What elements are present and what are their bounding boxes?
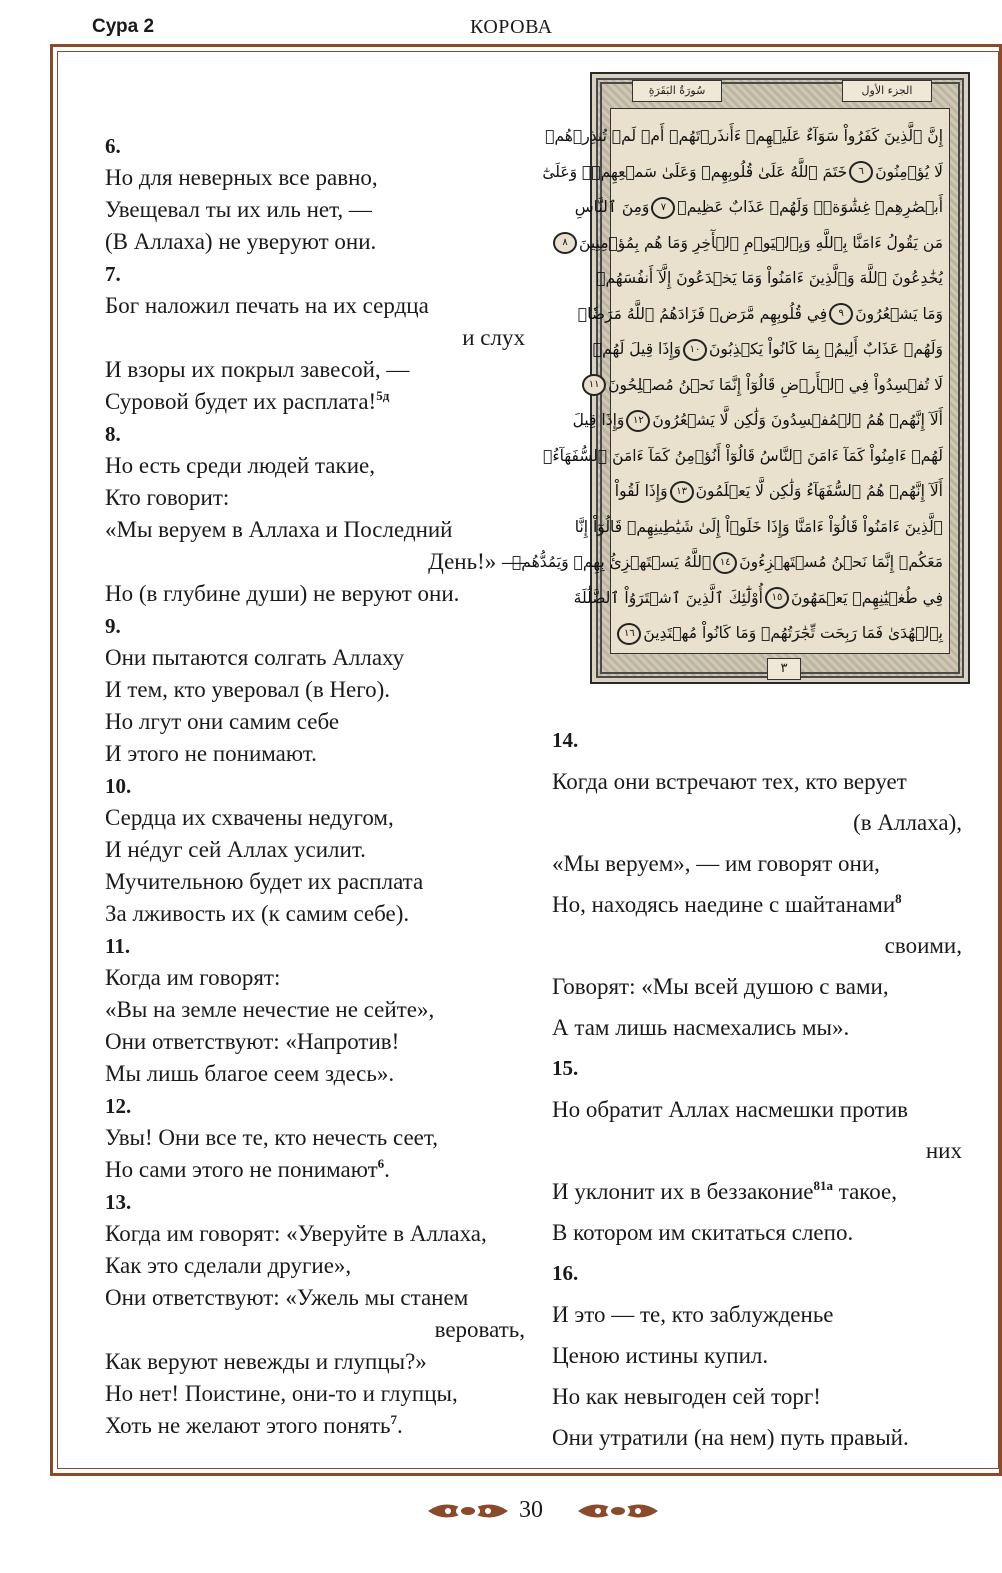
verse-line <box>552 925 962 966</box>
verse-line-text: И это — те, кто заблужденье <box>552 1302 834 1327</box>
verse-block <box>105 130 525 258</box>
verse-line <box>552 1335 962 1376</box>
verse-line-text: Но для неверных все равно, <box>105 165 378 190</box>
arabic-text: لَا يُؤۡمِنُونَ <box>875 162 943 181</box>
verse-line-text: Но нет! Поистине, они-то и глупцы, <box>105 1381 458 1406</box>
verse-line-text: Но как невыгоден сей торг! <box>552 1384 821 1409</box>
arabic-text-after: خَتَمَ ٱللَّهُ عَلَىٰ قُلُوبِهِمۡ وَعَلَىٰ سَمۡعِهِمۡۖ وَعَلَىٰٓ <box>542 162 848 181</box>
verse-block <box>552 1253 962 1458</box>
verse-line-text: и слух <box>462 325 525 350</box>
mushaf-page-image <box>512 72 970 684</box>
verse-line <box>552 1130 962 1171</box>
arabic-line <box>577 297 943 333</box>
verse-line-text: Они ответствуют: «Ужель мы станем <box>105 1285 469 1310</box>
surah-name: КОРОВА <box>470 16 553 38</box>
verse-number: 14. <box>552 728 579 752</box>
verse-line <box>105 450 525 482</box>
verse-line-text: Говорят: «Мы всей душою с вами, <box>552 974 889 999</box>
arabic-line <box>562 226 943 262</box>
verse-line-text: (В Аллаха) не уверуют они. <box>105 229 377 254</box>
verse-line <box>105 1378 525 1410</box>
verse-line-text: них <box>925 1138 962 1163</box>
ayah-number-marker: ٨ <box>553 232 577 254</box>
verse-line <box>105 1058 525 1090</box>
verse-line-text: Они ответствуют: «Напротив! <box>105 1029 400 1054</box>
verse-line-text-after: такое, <box>832 1179 898 1204</box>
arabic-text: بِٱلۡهُدَىٰ فَمَا رَبِحَت تِّجَٰرَتُهُمۡ وَمَا كَانُواْ مُهۡتَدِينَ <box>643 624 943 642</box>
footnote-marker: 5д <box>376 388 390 403</box>
verse-line <box>105 1250 525 1282</box>
arabic-line <box>619 616 943 652</box>
verse-number: 13. <box>105 1190 132 1214</box>
verse-line <box>105 674 525 706</box>
verse-line <box>105 386 525 418</box>
running-head <box>0 12 1000 40</box>
verse-line-text: А там лишь насмехались мы». <box>552 1015 850 1040</box>
verse-line <box>105 738 525 770</box>
verse-line-text: День!» — <box>428 549 525 574</box>
verse-block <box>105 1186 525 1442</box>
arabic-text: أَلَآ إِنَّهُمۡ هُمُ ٱلسُّفَهَآءُ وَلَٰكِن لَّا يَعۡلَمُونَ <box>695 482 943 500</box>
arabic-text: لَهُمۡ ءَامِنُواْ كَمَآ ءَامَنَ ٱلنَّاسُ قَالُوٓاْ أَنُؤۡمِنُ كَمَآ ءَامَنَ ٱلسُّفَهَآءُۗ <box>543 446 943 465</box>
arabic-text: أَبۡصَٰرِهِمۡ غِشَٰوَةٞۖ وَلَهُمۡ عَذَابٌ عَظِيمٞ <box>677 198 943 216</box>
verse-line-text: Как это сделали другие», <box>105 1253 352 1278</box>
verse-line <box>105 578 525 610</box>
verse-line <box>105 642 525 674</box>
verse-number: 6. <box>105 134 121 158</box>
verse-line <box>105 226 525 258</box>
verse-line <box>105 898 525 930</box>
verse-line <box>105 1346 525 1378</box>
verse-number: 9. <box>105 614 121 638</box>
verse-line <box>105 290 525 322</box>
footnote-marker: 8 <box>895 891 902 906</box>
verse-line-text: Увещевал ты их иль нет, — <box>105 197 372 222</box>
verse-line-text: Но сами этого не понимают <box>105 1157 378 1182</box>
verse-line <box>105 322 525 354</box>
arabic-line <box>588 368 943 404</box>
mushaf-juz-tab: الجزء الأول <box>842 80 932 102</box>
verse-line-text: Бог наложил печать на их сердца <box>105 293 429 318</box>
verse-line-text: И уклонит их в беззаконие <box>552 1179 814 1204</box>
left-ornament-icon <box>426 1496 510 1526</box>
verse-line <box>105 834 525 866</box>
verse-line <box>105 802 525 834</box>
verse-line <box>552 1294 962 1335</box>
verse-line-text: своими, <box>884 933 962 958</box>
verse-line-text: Они пытаются солгать Аллаху <box>105 645 405 670</box>
arabic-text-after: ٱللَّهُ يَسۡتَهۡزِئُ بِهِمۡ وَيَمُدُّهُمۡ <box>512 553 712 571</box>
arabic-text-after: أُوْلَٰٓئِكَ ٱلَّذِينَ ٱشۡتَرَوُاْ ٱلضَّلَٰلَةَ <box>573 588 763 607</box>
surah-label: Сура 2 <box>92 16 155 37</box>
verse-number: 7. <box>105 262 121 286</box>
verse-line-text: Но лгут они самим себе <box>105 709 340 734</box>
verse-line-text: И этого не понимают. <box>105 741 317 766</box>
arabic-text-after: وَمِنَ ٱلنَّاسِ <box>574 198 650 216</box>
verse-line <box>105 1218 525 1250</box>
arabic-text: مَعَكُمۡ إِنَّمَا نَحۡنُ مُسۡتَهۡزِءُونَ <box>739 553 943 571</box>
verse-line <box>552 1376 962 1417</box>
footnote-marker: 7 <box>390 1412 398 1427</box>
footnote-marker: 6 <box>377 1156 385 1171</box>
verse-line-text: «Мы веруем», — им говорят они, <box>552 851 880 876</box>
arabic-text: أَلَآ إِنَّهُمۡ هُمُ ٱلۡمُفۡسِدُونَ وَلَٰكِن لَّا يَشۡعُرُونَ <box>652 411 943 429</box>
ayah-number-marker: ١٥ <box>765 587 789 609</box>
verse-line-text: (в Аллаха), <box>853 810 962 835</box>
left-column-verses <box>105 130 525 1442</box>
verse-line-text: Ценою истины купил. <box>552 1343 769 1368</box>
verse-line-text: Сердца их схвачены недугом, <box>105 805 394 830</box>
ayah-number-marker: ١٦ <box>617 623 641 645</box>
verse-line-text: Но есть среди людей такие, <box>105 453 375 478</box>
verse-line-text: Но, находясь наедине с шайтанами <box>552 892 896 917</box>
verse-line <box>552 1089 962 1130</box>
arabic-text-after: وَإِذَا قِيلَ لَهُمۡ <box>592 340 682 358</box>
arabic-text: مَن يَقُولُ ءَامَنَّا بِٱللَّهِ وَبِٱلۡيَوۡمِ ٱلۡأٓخِرِ وَمَا هُم بِمُؤۡمِنِينَ <box>579 233 943 252</box>
verse-number: 16. <box>552 1261 579 1285</box>
right-ornament-icon <box>576 1496 660 1526</box>
verse-line <box>105 1410 525 1442</box>
verse-line-text: За лживость их (к самим себе). <box>105 901 410 926</box>
ayah-number-marker: ١٤ <box>713 552 737 574</box>
verse-line <box>105 866 525 898</box>
verse-block <box>552 1048 962 1253</box>
mushaf-text-area <box>512 108 950 654</box>
verse-line-text: Когда им говорят: <box>105 965 281 990</box>
arabic-text: فِي طُغۡيَٰنِهِمۡ يَعۡمَهُونَ <box>790 588 943 607</box>
ayah-number-marker: ١٢ <box>626 410 650 432</box>
arabic-line <box>512 545 943 581</box>
arabic-text-after: وَإِذَا قِيلَ <box>572 411 625 429</box>
arabic-text: وَلَهُمۡ عَذَابٌ أَلِيمُۢ بِمَا كَانُواْ يَكۡذِبُونَ <box>709 340 943 358</box>
verse-line-text: Суровой будет их расплата! <box>105 389 377 414</box>
verse-line-text: Кто говорит: <box>105 485 230 510</box>
verse-line <box>105 1154 525 1186</box>
verse-line-text-after: . <box>397 1413 403 1438</box>
verse-line <box>552 1007 962 1048</box>
page-footer <box>0 1494 1000 1530</box>
verse-block <box>552 720 962 1048</box>
verse-line-text: В котором им скитаться слепо. <box>552 1220 854 1245</box>
arabic-text: ٱلَّذِينَ ءَامَنُواْ قَالُوٓاْ ءَامَنَّا وَإِذَا خَلَوۡاْ إِلَىٰ شَيَٰطِينِهِمۡ قَالُوٓاْ إِنَّا <box>574 517 943 536</box>
verse-line-text: веровать, <box>434 1317 525 1342</box>
verse-line-text: Когда им говорят: «Уверуйте в Аллаха, <box>105 1221 487 1246</box>
ayah-number-marker: ٧ <box>651 197 675 219</box>
verse-line <box>552 966 962 1007</box>
verse-block <box>105 418 525 610</box>
verse-line-text: И нéдуг сей Аллах усилит. <box>105 837 366 862</box>
verse-line-text: Увы! Они все те, кто нечесть сеет, <box>105 1125 438 1150</box>
verse-line <box>105 1026 525 1058</box>
arabic-text: يُخَٰدِعُونَ ٱللَّهَ وَٱلَّذِينَ ءَامَنُواْ وَمَا يَخۡدَعُونَ إِلَّآ أَنفُسَهُمۡ <box>596 269 943 287</box>
verse-line <box>105 514 525 546</box>
page-number: 30 <box>519 1497 543 1523</box>
verse-line-text: Хоть не желают этого понять <box>105 1413 391 1438</box>
verse-block <box>105 1090 525 1186</box>
verse-line-text-after: . <box>384 1157 390 1182</box>
verse-line <box>552 884 962 925</box>
verse-line <box>552 761 962 802</box>
verse-line-text: Но (в глубине души) не веруют они. <box>105 581 460 606</box>
arabic-line <box>592 332 943 368</box>
verse-line-text: Мы лишь благое сеем здесь». <box>105 1061 395 1086</box>
arabic-line <box>572 403 943 439</box>
verse-line-text: «Мы веруем в Аллаха и Последний <box>105 517 453 542</box>
verse-block <box>105 930 525 1090</box>
verse-number: 12. <box>105 1094 132 1118</box>
ayah-number-marker: ١٠ <box>683 339 707 361</box>
verse-line-text: И тем, кто уверовал (в Него). <box>105 677 391 702</box>
arabic-text: وَمَا يَشۡعُرُونَ <box>855 304 943 323</box>
verse-number: 8. <box>105 422 121 446</box>
arabic-line <box>574 510 943 546</box>
verse-line <box>552 1171 962 1212</box>
verse-number: 10. <box>105 774 132 798</box>
verse-number: 15. <box>552 1056 579 1080</box>
verse-line <box>105 354 525 386</box>
ayah-number-marker: ١١ <box>582 374 606 396</box>
arabic-line <box>614 474 943 510</box>
verse-line <box>552 1417 962 1458</box>
verse-line <box>105 546 525 578</box>
verse-block <box>105 258 525 418</box>
verse-line <box>105 706 525 738</box>
verse-line <box>105 962 525 994</box>
ayah-number-marker: ١٣ <box>670 481 694 503</box>
arabic-line <box>542 155 943 191</box>
verse-line <box>105 994 525 1026</box>
footnote-marker: 81а <box>813 1178 833 1193</box>
arabic-text: لَا تُفۡسِدُواْ فِي ٱلۡأَرۡضِ قَالُوٓاْ إِنَّمَا نَحۡنُ مُصۡلِحُونَ <box>608 375 943 394</box>
arabic-text: إِنَّ ٱلَّذِينَ كَفَرُواْ سَوَآءٌ عَلَيۡهِمۡ ءَأَنذَرۡتَهُمۡ أَمۡ لَمۡ تُنذِرۡهُمۡ <box>545 127 943 145</box>
verse-line <box>105 1282 525 1314</box>
verse-line-text: Когда они встречают тех, кто верует <box>552 769 907 794</box>
mushaf-lines <box>512 119 943 652</box>
verse-line-text: И взоры их покрыл завесой, — <box>105 357 410 382</box>
verse-line <box>552 1212 962 1253</box>
verse-line <box>105 194 525 226</box>
verse-line <box>105 1122 525 1154</box>
ayah-number-marker: ٩ <box>829 303 853 325</box>
arabic-text-after: وَإِذَا لَقُواْ <box>614 482 668 500</box>
verse-line <box>552 843 962 884</box>
verse-line <box>105 1314 525 1346</box>
verse-line-text: Но обратит Аллах насмешки против <box>552 1097 909 1122</box>
arabic-line <box>545 119 943 155</box>
mushaf-page-number: ٣ <box>767 658 801 680</box>
verse-number: 11. <box>105 934 131 958</box>
verse-line <box>552 802 962 843</box>
mushaf-surah-tab: سُورَةُ البَقَرَةِ <box>632 80 722 102</box>
verse-line-text: Как веруют невежды и глупцы?» <box>105 1349 427 1374</box>
verse-block <box>105 770 525 930</box>
verse-line-text: Они утратили (на нем) путь правый. <box>552 1425 909 1450</box>
arabic-line <box>543 439 943 475</box>
arabic-line <box>574 190 943 226</box>
verse-line-text: «Вы на земле нечестие не сейте», <box>105 997 435 1022</box>
arabic-text-after: فِي قُلُوبِهِم مَّرَضٞ فَزَادَهُمُ ٱللَّهُ مَرَضٗاۖ <box>577 304 828 323</box>
right-column-verses <box>552 720 962 1458</box>
verse-line <box>105 482 525 514</box>
ayah-number-marker: ٦ <box>849 161 873 183</box>
verse-line <box>105 162 525 194</box>
verse-block <box>105 610 525 770</box>
arabic-line <box>596 261 943 297</box>
arabic-line <box>573 581 943 617</box>
verse-line-text: Мучительною будет их расплата <box>105 869 424 894</box>
